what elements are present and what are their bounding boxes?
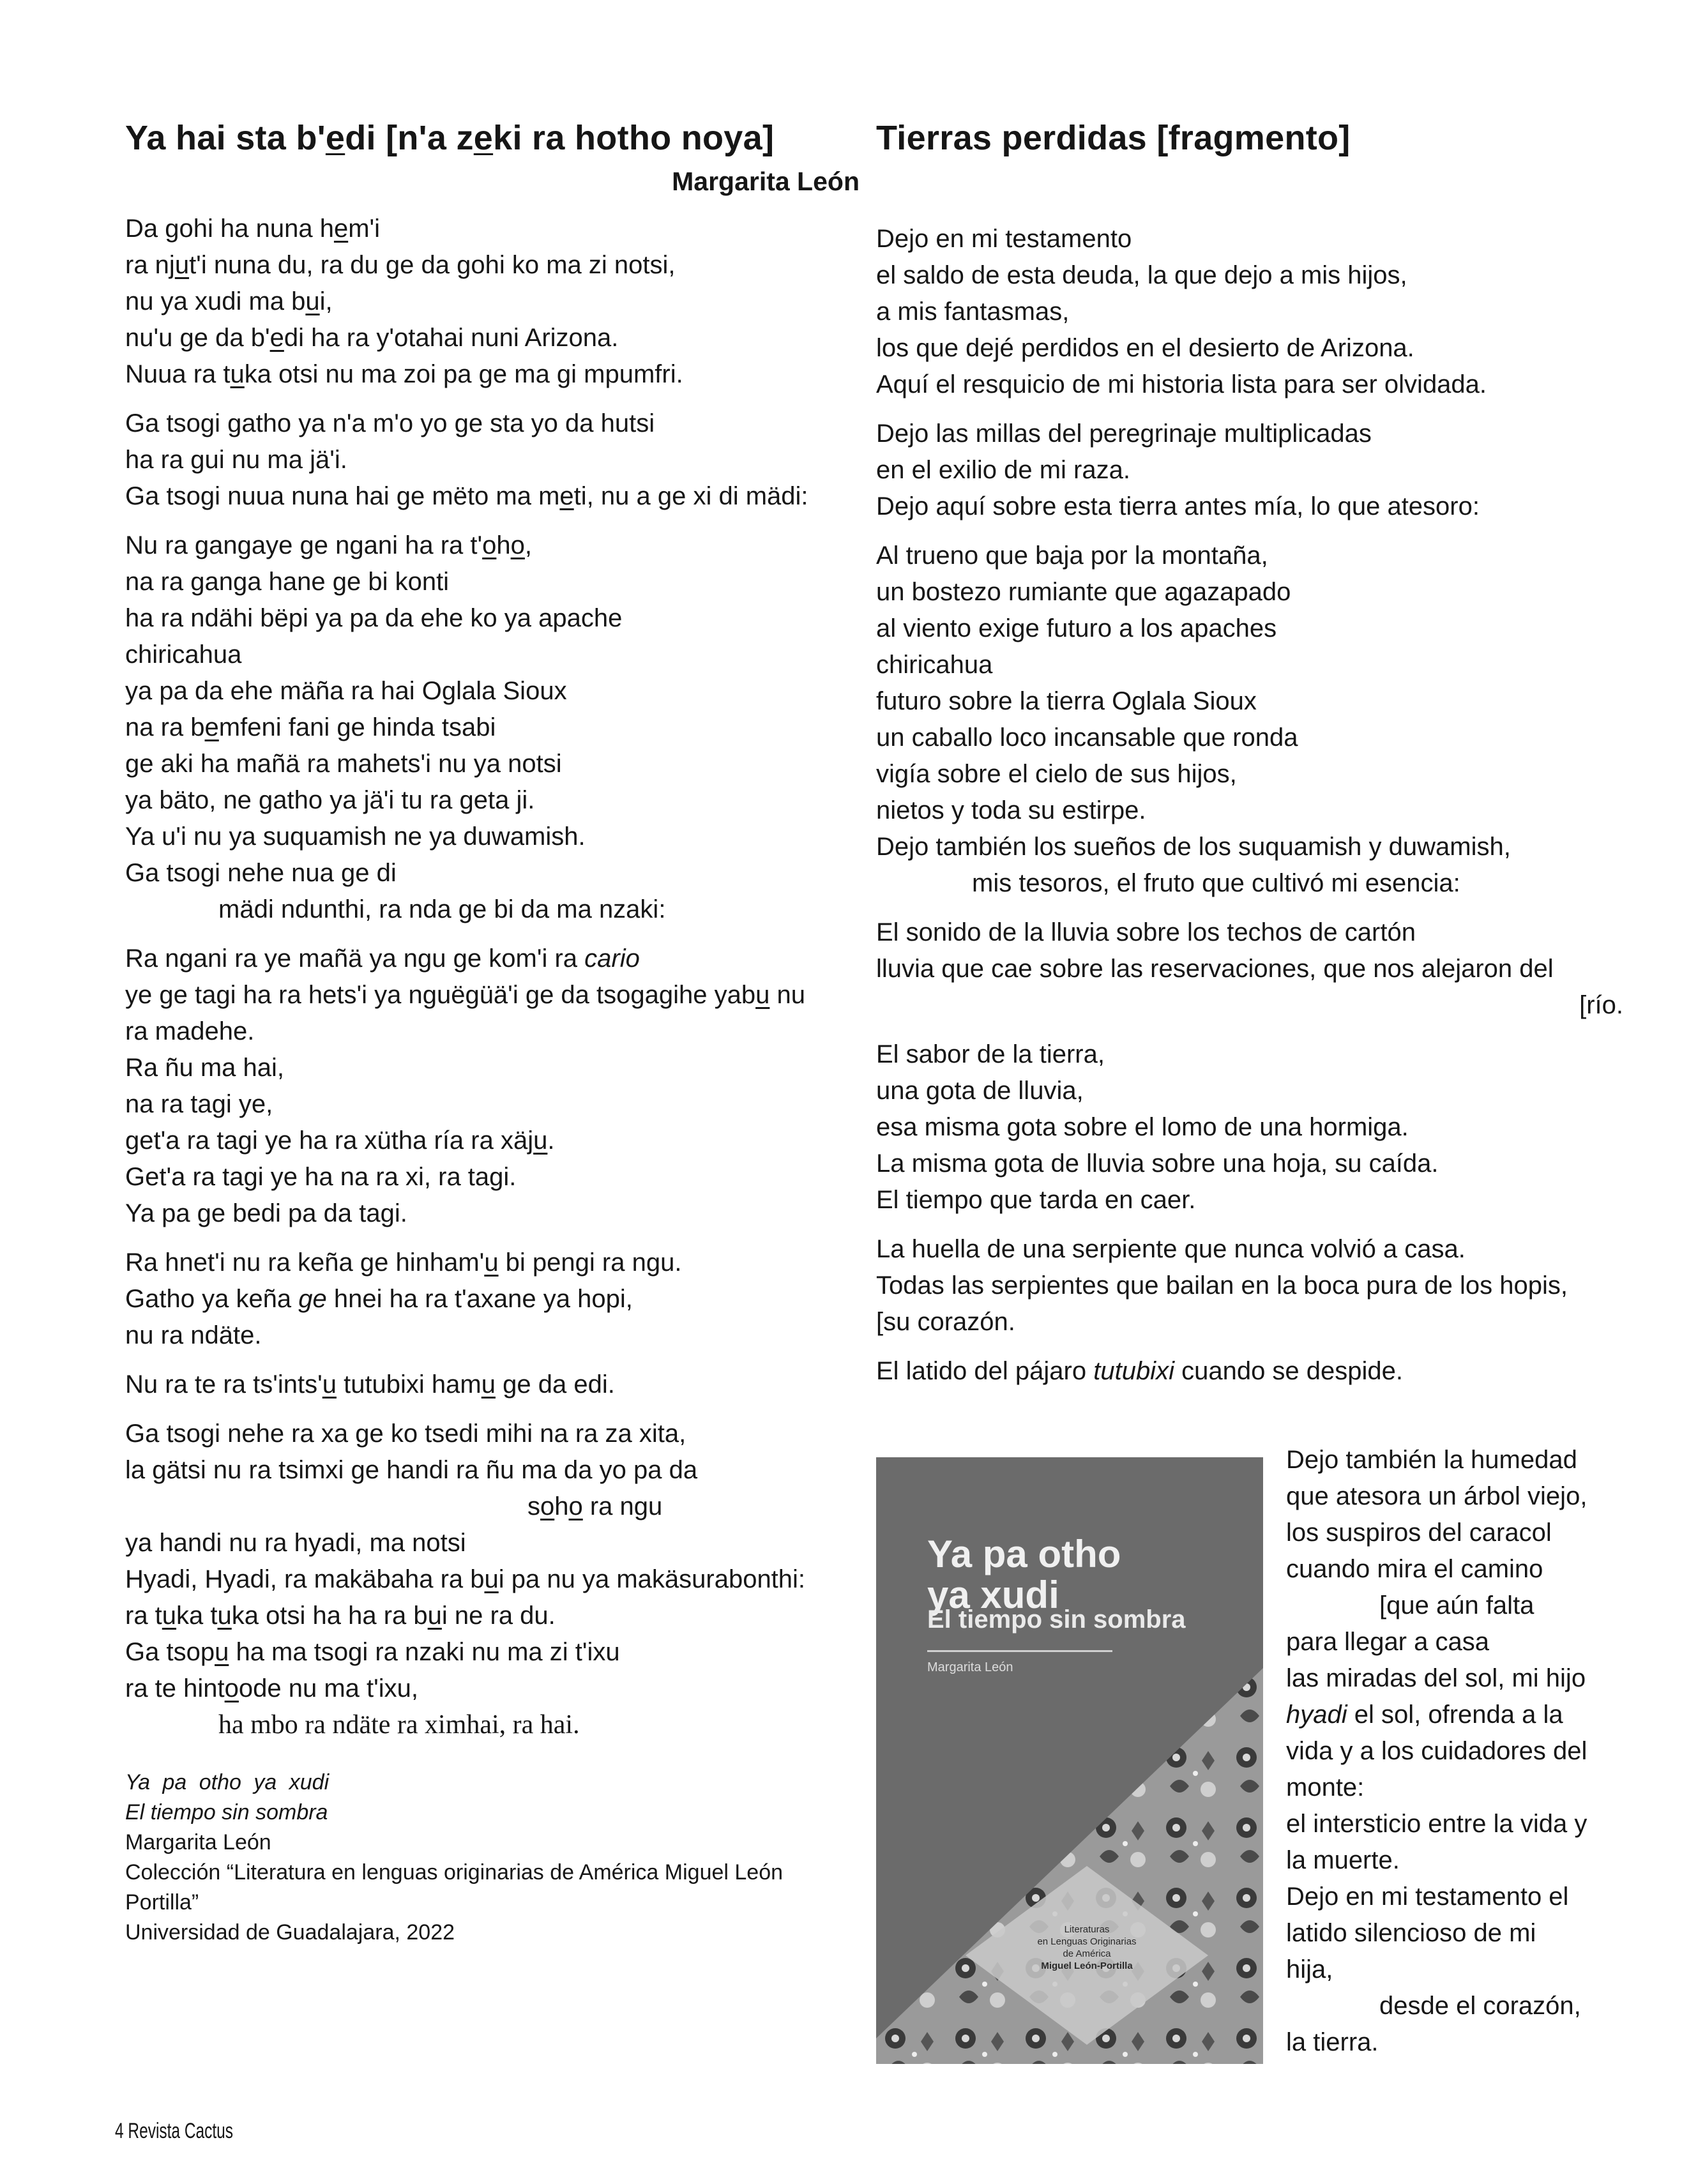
left-stanza-4 bbox=[125, 941, 860, 1232]
poem-line: Ra ñu ma hai, bbox=[125, 1054, 285, 1082]
poem-line: Todas las serpientes que bailan en la boca pura de los hopis, bbox=[876, 1271, 1568, 1300]
poem-line: monte: bbox=[1286, 1773, 1365, 1801]
left-stanza-2 bbox=[125, 406, 860, 515]
right-stanza-5 bbox=[876, 1036, 1623, 1218]
poem-line: chiricahua bbox=[876, 651, 993, 679]
credit-author: Margarita León bbox=[125, 1830, 271, 1854]
poem-line: Al trueno que baja por la montaña, bbox=[876, 542, 1268, 570]
poem-line: en el exilio de mi raza. bbox=[876, 456, 1130, 484]
poem-line: soho ra ngu bbox=[527, 1492, 663, 1520]
poem-author: Margarita León bbox=[672, 167, 860, 196]
credit-subtitle: El tiempo sin sombra bbox=[125, 1800, 328, 1824]
poem-line: Ga tsogi nehe nua ge di bbox=[125, 859, 397, 887]
poem-line: La huella de una serpiente que nunca volvió a casa. bbox=[876, 1235, 1466, 1263]
poem-line: Gatho ya keña ge hnei ha ra t'axane ya hopi, bbox=[125, 1285, 633, 1313]
poem-line: la muerte. bbox=[1286, 1846, 1400, 1874]
right-poem-title: Tierras perdidas [fragmento] bbox=[876, 119, 1351, 157]
book-divider bbox=[927, 1650, 1112, 1652]
right-stanza-1 bbox=[876, 221, 1623, 403]
poem-line: las miradas del sol, mi hijo bbox=[1286, 1664, 1586, 1692]
poem-line: ha ra gui nu ma jä'i. bbox=[125, 446, 347, 474]
poem-line: mädi ndunthi, ra nda ge bi da ma nzaki: bbox=[218, 895, 666, 923]
poem-line: los que dejé perdidos en el desierto de Arizona. bbox=[876, 334, 1414, 362]
poem-line: ya handi nu ra hyadi, ma notsi bbox=[125, 1529, 466, 1557]
poem-line: lluvia que cae sobre las reservaciones, que nos alejaron del bbox=[876, 955, 1554, 983]
credit-collection: Colección “Literatura en lenguas originarias de América Miguel León Portilla” bbox=[125, 1860, 784, 1915]
poem-line: Ya pa ge bedi pa da tagi. bbox=[125, 1199, 407, 1227]
right-stanza-2 bbox=[876, 416, 1623, 525]
poem-line: un bostezo rumiante que agazapado bbox=[876, 578, 1291, 606]
poem-line: esa misma gota sobre el lomo de una hormiga. bbox=[876, 1113, 1409, 1141]
poem-line: ha mbo ra ndäte ra ximhai, ra hai. bbox=[218, 1710, 580, 1740]
poem-line: a mis fantasmas, bbox=[876, 298, 1070, 326]
book-cover-image bbox=[876, 1457, 1263, 2064]
poem-line: el intersticio entre la vida y bbox=[1286, 1810, 1588, 1838]
poem-line: nu ya xudi ma bui, bbox=[125, 287, 333, 315]
poem-line: Dejo también la humedad bbox=[1286, 1446, 1577, 1474]
poem-line: nu ra ndäte. bbox=[125, 1321, 262, 1349]
poem-line: Ga tsopu ha ma tsogi ra nzaki nu ma zi t'ixu bbox=[125, 1638, 620, 1666]
poem-line: Aquí el resquicio de mi historia lista para ser olvidada. bbox=[876, 370, 1487, 398]
right-stanza-7 bbox=[876, 1353, 1623, 1390]
poem-line: Dejo en mi testamento el bbox=[1286, 1883, 1569, 1911]
poem-line: na ra ganga hane ge bi konti bbox=[125, 568, 450, 596]
left-stanza-7 bbox=[125, 1416, 860, 1743]
poem-line: al viento exige futuro a los apaches bbox=[876, 614, 1277, 642]
poem-line: ya bäto, ne gatho ya jä'i tu ra geta ji. bbox=[125, 786, 535, 814]
poem-line: Da gohi ha nuna hem'i bbox=[125, 215, 381, 243]
poem-line: ye ge tagi ha ra hets'i ya nguëgüä'i ge da tsogagihe yabu nu bbox=[125, 981, 805, 1009]
poem-line: [su corazón. bbox=[876, 1308, 1015, 1336]
left-column bbox=[125, 115, 860, 1948]
book-subtitle: El tiempo sin sombra bbox=[927, 1605, 1186, 1634]
poem-line: hija, bbox=[1286, 1955, 1333, 1983]
book-collection-label: Literaturas en Lenguas Originarias de América Miguel León-Portilla bbox=[1037, 1924, 1137, 1971]
poem-line: nietos y toda su estirpe. bbox=[876, 796, 1146, 824]
poem-line: nu'u ge da b'edi ha ra y'otahai nuni Arizona. bbox=[125, 324, 619, 352]
poem-line: latido silencioso de mi bbox=[1286, 1919, 1536, 1947]
poem-line: una gota de lluvia, bbox=[876, 1077, 1084, 1105]
left-poem-title: Ya hai sta b'edi [n'a zeki ra hotho noya] bbox=[125, 119, 775, 157]
poem-line: na ra tagi ye, bbox=[125, 1090, 273, 1118]
right-stanza-4 bbox=[876, 914, 1623, 1024]
right-stanza-3 bbox=[876, 538, 1623, 902]
poem-line: hyadi el sol, ofrenda a la bbox=[1286, 1701, 1563, 1729]
book-author: Margarita León bbox=[927, 1660, 1013, 1674]
credit-title: Ya pa otho ya xudi bbox=[125, 1770, 330, 1794]
poem-line: Ga tsogi gatho ya n'a m'o yo ge sta yo da hutsi bbox=[125, 409, 655, 437]
poem-line: cuando mira el camino bbox=[1286, 1555, 1543, 1583]
poem-line: el saldo de esta deuda, la que dejo a mis hijos, bbox=[876, 261, 1407, 289]
poem-line: El tiempo que tarda en caer. bbox=[876, 1186, 1196, 1214]
poem-line: get'a ra tagi ye ha ra xütha ría ra xäju. bbox=[125, 1126, 555, 1155]
poem-line: na ra bemfeni fani ge hinda tsabi bbox=[125, 713, 496, 741]
credit-publisher: Universidad de Guadalajara, 2022 bbox=[125, 1920, 455, 1945]
poem-line: un caballo loco incansable que ronda bbox=[876, 724, 1298, 752]
poem-line: El latido del pájaro tutubixi cuando se despide. bbox=[876, 1357, 1404, 1385]
book-title: Ya pa otho ya xudi bbox=[927, 1533, 1121, 1616]
poem-line: ra tuka tuka otsi ha ha ra bui ne ra du. bbox=[125, 1602, 556, 1630]
poem-line: Dejo también los sueños de los suquamish y duwamish, bbox=[876, 833, 1511, 861]
left-stanza-3 bbox=[125, 527, 860, 928]
poem-line: que atesora un árbol viejo, bbox=[1286, 1482, 1588, 1510]
poem-line: futuro sobre la tierra Oglala Sioux bbox=[876, 687, 1257, 715]
poem-line: chiricahua bbox=[125, 641, 242, 669]
poem-line: para llegar a casa bbox=[1286, 1628, 1489, 1656]
left-stanza-5 bbox=[125, 1245, 860, 1354]
poem-line: Get'a ra tagi ye ha na ra xi, ra tagi. bbox=[125, 1163, 517, 1191]
poem-line: ra njut'i nuna du, ra du ge da gohi ko ma zi notsi, bbox=[125, 251, 676, 279]
right-side-stanza bbox=[1286, 1442, 1631, 2061]
poem-line: El sabor de la tierra, bbox=[876, 1040, 1105, 1068]
poem-line: Nuua ra tuka otsi nu ma zoi pa ge ma gi mpumfri. bbox=[125, 360, 683, 388]
poem-line: [río. bbox=[1579, 991, 1623, 1019]
poem-line: desde el corazón, bbox=[1379, 1992, 1581, 2020]
right-stanza-6 bbox=[876, 1231, 1623, 1340]
poem-line: El sonido de la lluvia sobre los techos de cartón bbox=[876, 918, 1416, 946]
right-column bbox=[876, 115, 1623, 1390]
poem-line: ya pa da ehe mäña ra hai Oglala Sioux bbox=[125, 677, 567, 705]
poem-line: ge aki ha mañä ra mahets'i nu ya notsi bbox=[125, 750, 562, 778]
poem-line: Nu ra gangaye ge ngani ha ra t'oho, bbox=[125, 531, 533, 559]
poem-line: Dejo en mi testamento bbox=[876, 225, 1132, 253]
poem-line: ra madehe. bbox=[125, 1017, 255, 1045]
left-stanza-1 bbox=[125, 211, 860, 393]
poem-line: Dejo las millas del peregrinaje multiplicadas bbox=[876, 420, 1372, 448]
poem-line: vigía sobre el cielo de sus hijos, bbox=[876, 760, 1237, 788]
left-stanza-6 bbox=[125, 1367, 860, 1403]
poem-line: vida y a los cuidadores del bbox=[1286, 1737, 1588, 1765]
poem-line: Ra hnet'i nu ra keña ge hinham'u bi pengi ra ngu. bbox=[125, 1248, 682, 1277]
poem-line: mis tesoros, el fruto que cultivó mi esencia: bbox=[972, 869, 1460, 897]
poem-line: La misma gota de lluvia sobre una hoja, su caída. bbox=[876, 1149, 1439, 1178]
poem-line: Ga tsogi nehe ra xa ge ko tsedi mihi na ra za xita, bbox=[125, 1420, 686, 1448]
poem-line: Ya u'i nu ya suquamish ne ya duwamish. bbox=[125, 823, 586, 851]
poem-line: ha ra ndähi bëpi ya pa da ehe ko ya apache bbox=[125, 604, 623, 632]
poem-line: Ra ngani ra ye mañä ya ngu ge kom'i ra cario bbox=[125, 944, 640, 973]
poem-line: la tierra. bbox=[1286, 2028, 1379, 2056]
poem-line: la gätsi nu ra tsimxi ge handi ra ñu ma da yo pa da bbox=[125, 1456, 698, 1484]
book-credits bbox=[125, 1768, 860, 1948]
poem-line: Ga tsogi nuua nuna hai ge mëto ma meti, nu a ge xi di mädi: bbox=[125, 482, 808, 510]
page-footer: 4 Revista Cactus bbox=[115, 2119, 234, 2143]
poem-line: Nu ra te ra ts'ints'u tutubixi hamu ge da edi. bbox=[125, 1370, 615, 1399]
poem-line: [que aún falta bbox=[1379, 1591, 1534, 1619]
poem-line: Dejo aquí sobre esta tierra antes mía, lo que atesoro: bbox=[876, 492, 1480, 520]
poem-line: Hyadi, Hyadi, ra makäbaha ra bui pa nu ya makäsurabonthi: bbox=[125, 1565, 806, 1593]
poem-line: ra te hintoode nu ma t'ixu, bbox=[125, 1674, 419, 1702]
poem-line: los suspiros del caracol bbox=[1286, 1519, 1552, 1547]
